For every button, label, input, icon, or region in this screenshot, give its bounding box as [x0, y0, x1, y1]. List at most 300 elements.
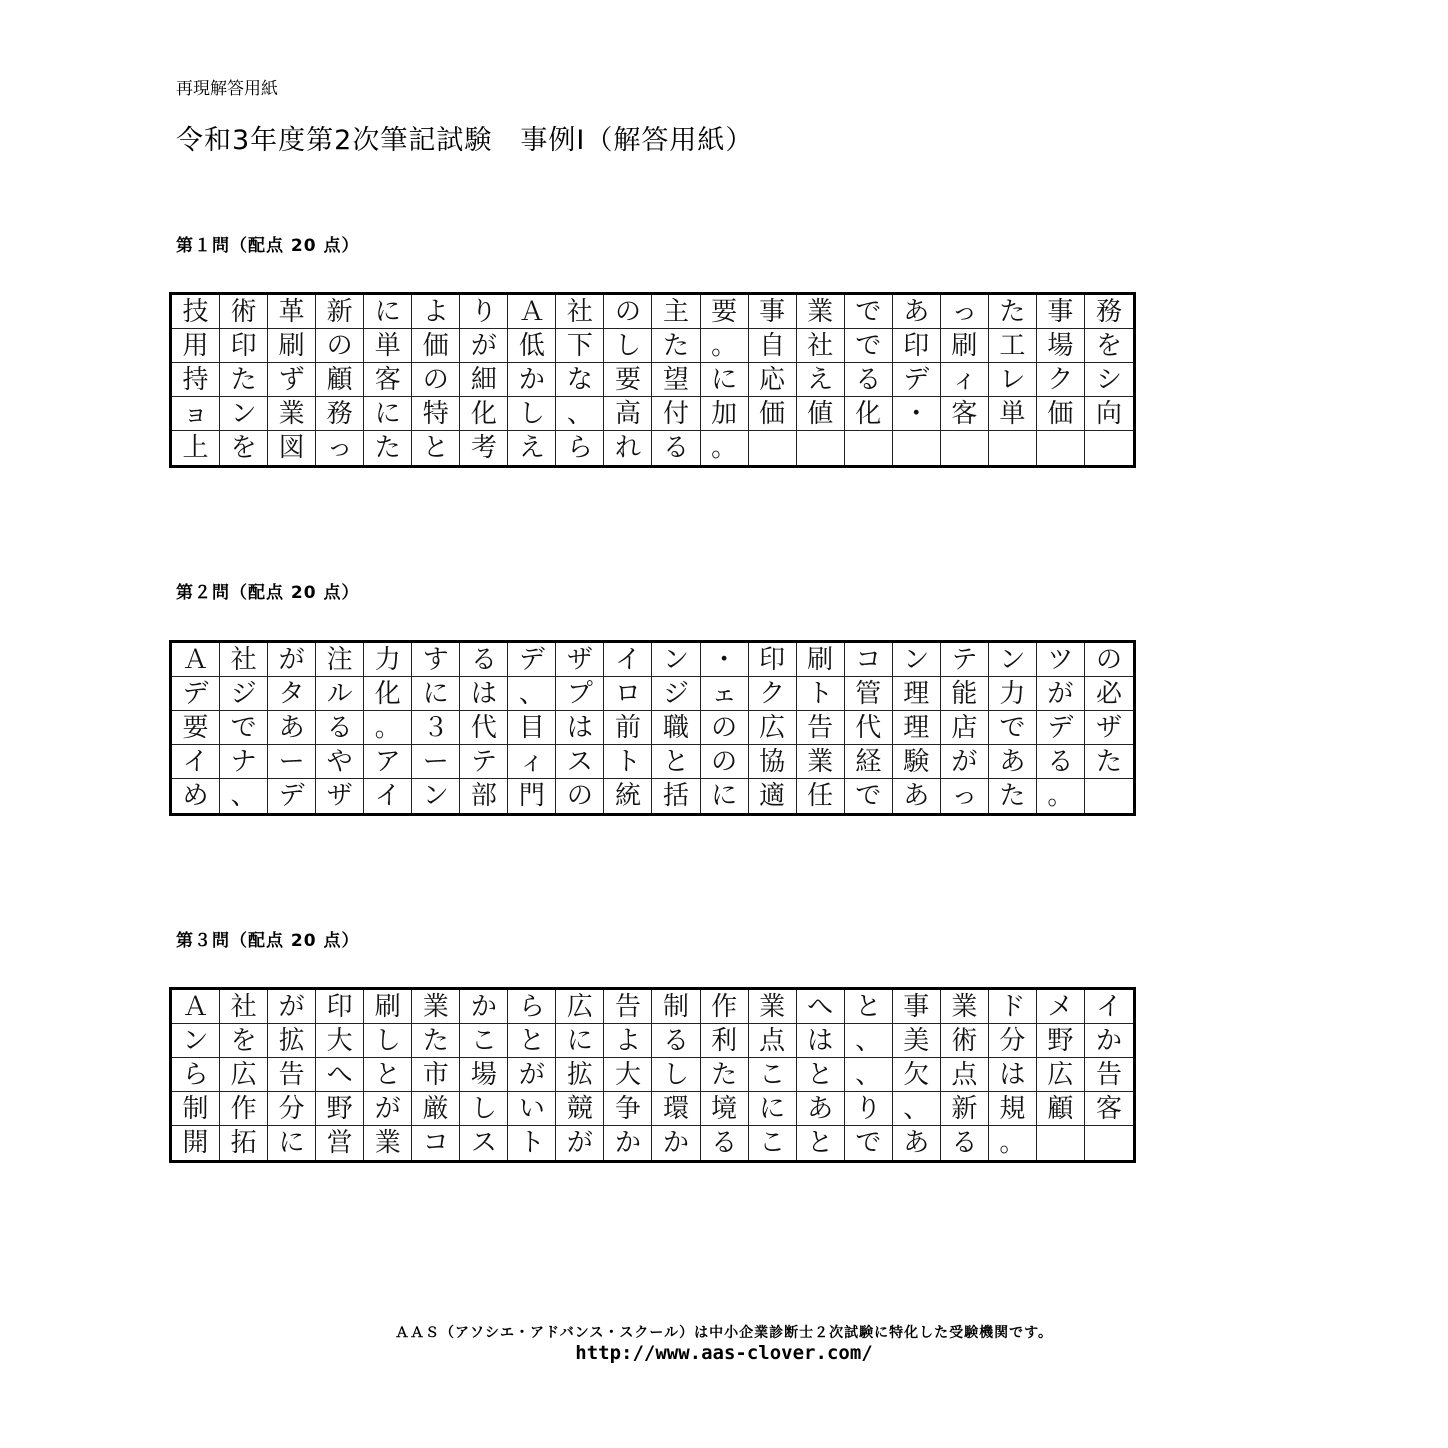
answer-cell: は [989, 1058, 1037, 1092]
answer-cell: 規 [989, 1092, 1037, 1126]
answer-cell: ら [172, 1058, 220, 1092]
answer-cell: デ [172, 677, 220, 711]
answer-cell: イ [172, 745, 220, 779]
answer-cell: 上 [172, 431, 220, 465]
answer-cell: に [556, 1024, 604, 1058]
answer-cell: 価 [749, 397, 797, 431]
answer-cell: 図 [268, 431, 316, 465]
answer-cell [941, 431, 989, 465]
answer-cell: へ [797, 990, 845, 1024]
answer-cell: 理 [893, 677, 941, 711]
answer-cell: 作 [701, 990, 749, 1024]
answer-cell: か [1085, 1024, 1133, 1058]
question-1-answer-grid [169, 292, 1136, 468]
answer-cell: 印 [316, 990, 364, 1024]
answer-cell: プ [556, 677, 604, 711]
answer-cell: ト [604, 745, 652, 779]
answer-cell: 用 [172, 329, 220, 363]
answer-cell: 事 [749, 295, 797, 329]
answer-cell: 印 [749, 643, 797, 677]
answer-cell: こ [749, 1058, 797, 1092]
answer-cell: 望 [652, 363, 700, 397]
answer-cell: た [652, 329, 700, 363]
answer-cell: 市 [412, 1058, 460, 1092]
answer-cell: ク [749, 677, 797, 711]
answer-cell: ト [508, 1126, 556, 1160]
answer-cell: る [652, 1024, 700, 1058]
answer-cell: 、 [845, 1024, 893, 1058]
answer-cell: 低 [508, 329, 556, 363]
question-3-answer-grid [169, 987, 1136, 1163]
answer-cell: っ [941, 295, 989, 329]
answer-cell: 告 [1085, 1058, 1133, 1092]
answer-cell: 拡 [556, 1058, 604, 1092]
answer-cell: あ [893, 295, 941, 329]
answer-cell: ン [893, 643, 941, 677]
answer-cell: Ａ [172, 990, 220, 1024]
answer-cell: 目 [508, 711, 556, 745]
answer-cell: 告 [268, 1058, 316, 1092]
answer-cell: を [220, 431, 268, 465]
answer-cell: 拡 [268, 1024, 316, 1058]
answer-cell: ェ [701, 677, 749, 711]
answer-cell: の [316, 329, 364, 363]
answer-cell: デ [893, 363, 941, 397]
answer-cell: ョ [172, 397, 220, 431]
answer-cell: あ [893, 779, 941, 813]
answer-cell: ク [1037, 363, 1085, 397]
answer-cell: 協 [749, 745, 797, 779]
answer-cell: と [412, 431, 460, 465]
answer-cell: コ [845, 643, 893, 677]
answer-cell: は [797, 1024, 845, 1058]
answer-cell: の [701, 745, 749, 779]
answer-cell: 告 [604, 990, 652, 1024]
answer-cell: ３ [412, 711, 460, 745]
answer-cell: 境 [701, 1092, 749, 1126]
answer-cell: テ [941, 643, 989, 677]
answer-cell: 営 [316, 1126, 364, 1160]
answer-cell: た [1085, 745, 1133, 779]
answer-cell: 、 [220, 779, 268, 813]
answer-cell: に [412, 677, 460, 711]
answer-cell [1085, 779, 1133, 813]
answer-cell: あ [893, 1126, 941, 1160]
question-1-heading: 第１問（配点 20 点） [176, 236, 360, 256]
answer-cell: 業 [364, 1126, 412, 1160]
answer-cell: 応 [749, 363, 797, 397]
answer-cell: 事 [1037, 295, 1085, 329]
answer-cell: あ [797, 1092, 845, 1126]
answer-cell: っ [941, 779, 989, 813]
answer-cell: デ [1037, 711, 1085, 745]
answer-cell: 新 [941, 1092, 989, 1126]
answer-cell: 高 [604, 397, 652, 431]
answer-cell: ン [989, 643, 1037, 677]
answer-cell [893, 431, 941, 465]
answer-cell: 。 [701, 329, 749, 363]
answer-cell: に [701, 779, 749, 813]
answer-cell: で [845, 1126, 893, 1160]
answer-cell: 。 [989, 1126, 1037, 1160]
answer-cell: は [556, 711, 604, 745]
answer-cell: 広 [556, 990, 604, 1024]
answer-cell [1037, 431, 1085, 465]
answer-cell: 。 [701, 431, 749, 465]
answer-cell: 価 [1037, 397, 1085, 431]
answer-cell: 技 [172, 295, 220, 329]
answer-cell: 店 [941, 711, 989, 745]
answer-cell: ら [508, 990, 556, 1024]
answer-cell: 。 [364, 711, 412, 745]
answer-cell: ト [797, 677, 845, 711]
answer-cell: 刷 [941, 329, 989, 363]
answer-cell: 価 [412, 329, 460, 363]
answer-cell: え [508, 431, 556, 465]
answer-cell: こ [460, 1024, 508, 1058]
answer-cell: に [749, 1092, 797, 1126]
answer-cell: ィ [508, 745, 556, 779]
answer-cell: シ [1085, 363, 1133, 397]
answer-cell: 争 [604, 1092, 652, 1126]
answer-cell: 適 [749, 779, 797, 813]
answer-cell: 拓 [220, 1126, 268, 1160]
answer-cell: 化 [845, 397, 893, 431]
answer-cell: し [652, 1058, 700, 1092]
answer-cell: は [460, 677, 508, 711]
answer-cell: 刷 [797, 643, 845, 677]
answer-cell: ツ [1037, 643, 1085, 677]
answer-cell: か [460, 990, 508, 1024]
answer-cell: り [845, 1092, 893, 1126]
answer-cell: ン [172, 1024, 220, 1058]
answer-cell: 値 [797, 397, 845, 431]
answer-cell: 美 [893, 1024, 941, 1058]
answer-cell: で [220, 711, 268, 745]
answer-cell: で [845, 329, 893, 363]
answer-cell: か [652, 1126, 700, 1160]
answer-cell: 告 [797, 711, 845, 745]
footer-note: ＡＡＳ（アソシエ・アドバンス・スクール）は中小企業診断士２次試験に特化した受験機関です。 [395, 1325, 1053, 1341]
answer-cell: ザ [1085, 711, 1133, 745]
answer-cell: 単 [364, 329, 412, 363]
answer-cell: っ [316, 431, 364, 465]
answer-cell: 要 [701, 295, 749, 329]
answer-cell: 注 [316, 643, 364, 677]
answer-cell: 客 [941, 397, 989, 431]
answer-cell: と [797, 1126, 845, 1160]
answer-cell: 点 [941, 1058, 989, 1092]
answer-cell: ス [460, 1126, 508, 1160]
answer-cell: 業 [797, 745, 845, 779]
answer-cell: が [268, 990, 316, 1024]
answer-cell: 場 [460, 1058, 508, 1092]
answer-cell: ザ [316, 779, 364, 813]
answer-cell: 。 [1037, 779, 1085, 813]
answer-cell: 細 [460, 363, 508, 397]
answer-cell [1037, 1126, 1085, 1160]
answer-cell: 要 [172, 711, 220, 745]
answer-cell: 顧 [1037, 1092, 1085, 1126]
answer-cell: の [412, 363, 460, 397]
answer-cell: を [1085, 329, 1133, 363]
answer-cell: で [845, 779, 893, 813]
answer-cell: し [460, 1092, 508, 1126]
answer-cell: 、 [508, 677, 556, 711]
answer-cell: 作 [220, 1092, 268, 1126]
answer-cell: 特 [412, 397, 460, 431]
answer-cell: か [508, 363, 556, 397]
answer-cell: 大 [604, 1058, 652, 1092]
answer-cell: 下 [556, 329, 604, 363]
answer-cell: 業 [941, 990, 989, 1024]
answer-cell: 加 [701, 397, 749, 431]
answer-cell: め [172, 779, 220, 813]
answer-cell: 務 [1085, 295, 1133, 329]
answer-cell: の [604, 295, 652, 329]
answer-cell: 社 [556, 295, 604, 329]
answer-cell: 野 [316, 1092, 364, 1126]
answer-cell: ン [652, 643, 700, 677]
answer-cell: 印 [220, 329, 268, 363]
answer-cell: し [604, 329, 652, 363]
answer-cell: が [556, 1126, 604, 1160]
answer-cell: る [701, 1126, 749, 1160]
answer-cell: 顧 [316, 363, 364, 397]
answer-cell: 職 [652, 711, 700, 745]
answer-cell: か [604, 1126, 652, 1160]
exam-title: 令和3年度第2次筆記試験 事例Ⅰ（解答用紙） [176, 125, 754, 156]
answer-cell: す [412, 643, 460, 677]
answer-cell: 欠 [893, 1058, 941, 1092]
answer-cell: た [412, 1024, 460, 1058]
answer-cell: 代 [845, 711, 893, 745]
answer-cell: ・ [701, 643, 749, 677]
answer-cell: 持 [172, 363, 220, 397]
answer-cell: 点 [749, 1024, 797, 1058]
answer-cell: 向 [1085, 397, 1133, 431]
answer-cell: 経 [845, 745, 893, 779]
answer-cell: を [220, 1024, 268, 1058]
answer-cell: 新 [316, 295, 364, 329]
answer-cell: ド [989, 990, 1037, 1024]
answer-cell: コ [412, 1126, 460, 1160]
answer-cell: 厳 [412, 1092, 460, 1126]
answer-cell [989, 431, 1037, 465]
answer-cell: る [652, 431, 700, 465]
answer-cell: 術 [941, 1024, 989, 1058]
answer-cell: 社 [797, 329, 845, 363]
answer-cell: に [364, 397, 412, 431]
answer-cell: 刷 [364, 990, 412, 1024]
answer-cell: 制 [172, 1092, 220, 1126]
answer-cell [1085, 1126, 1133, 1160]
answer-cell: 野 [1037, 1024, 1085, 1058]
answer-cell: ン [220, 397, 268, 431]
answer-cell: 化 [364, 677, 412, 711]
answer-cell: が [268, 643, 316, 677]
sheet-type-label: 再現解答用紙 [176, 79, 278, 99]
answer-cell: 、 [845, 1058, 893, 1092]
answer-cell: と [652, 745, 700, 779]
answer-cell: 管 [845, 677, 893, 711]
answer-cell [749, 431, 797, 465]
answer-cell: 、 [556, 397, 604, 431]
answer-cell: 験 [893, 745, 941, 779]
answer-cell: 部 [460, 779, 508, 813]
answer-cell: 力 [989, 677, 1037, 711]
answer-cell: 前 [604, 711, 652, 745]
answer-cell: の [556, 779, 604, 813]
question-2-heading: 第２問（配点 20 点） [176, 583, 360, 603]
answer-cell: ザ [556, 643, 604, 677]
answer-cell: ら [556, 431, 604, 465]
answer-cell: デ [508, 643, 556, 677]
answer-cell: 考 [460, 431, 508, 465]
answer-cell: 広 [749, 711, 797, 745]
answer-cell: レ [989, 363, 1037, 397]
answer-cell: 理 [893, 711, 941, 745]
answer-cell: 業 [268, 397, 316, 431]
answer-cell: が [941, 745, 989, 779]
answer-cell: る [845, 363, 893, 397]
answer-cell: 競 [556, 1092, 604, 1126]
answer-cell: の [1085, 643, 1133, 677]
answer-cell: た [364, 431, 412, 465]
question-3-heading: 第３問（配点 20 点） [176, 931, 360, 951]
answer-cell [845, 431, 893, 465]
answer-cell: れ [604, 431, 652, 465]
answer-cell: イ [364, 779, 412, 813]
answer-cell: 開 [172, 1126, 220, 1160]
answer-cell: る [460, 643, 508, 677]
answer-cell: 事 [893, 990, 941, 1024]
answer-cell: 分 [268, 1092, 316, 1126]
answer-cell: ス [556, 745, 604, 779]
answer-cell: イ [604, 643, 652, 677]
answer-cell: た [220, 363, 268, 397]
answer-cell: に [268, 1126, 316, 1160]
answer-cell: 括 [652, 779, 700, 813]
answer-cell: 務 [316, 397, 364, 431]
answer-cell: 革 [268, 295, 316, 329]
answer-cell: し [364, 1024, 412, 1058]
answer-cell: た [701, 1058, 749, 1092]
answer-cell: 業 [749, 990, 797, 1024]
answer-cell: 力 [364, 643, 412, 677]
answer-cell: Ａ [172, 643, 220, 677]
answer-cell: が [460, 329, 508, 363]
answer-cell: こ [749, 1126, 797, 1160]
answer-cell: 必 [1085, 677, 1133, 711]
answer-cell: が [364, 1092, 412, 1126]
answer-cell: 社 [220, 990, 268, 1024]
answer-cell: な [556, 363, 604, 397]
answer-cell: 客 [364, 363, 412, 397]
answer-cell: 能 [941, 677, 989, 711]
answer-cell: 化 [460, 397, 508, 431]
answer-cell: 客 [1085, 1092, 1133, 1126]
answer-cell: 業 [412, 990, 460, 1024]
answer-cell: ナ [220, 745, 268, 779]
answer-cell: 統 [604, 779, 652, 813]
answer-cell: ず [268, 363, 316, 397]
answer-cell: 主 [652, 295, 700, 329]
answer-cell: 単 [989, 397, 1037, 431]
answer-cell: 社 [220, 643, 268, 677]
answer-cell: イ [1085, 990, 1133, 1024]
footer-url: http://www.aas-clover.com/ [575, 1342, 873, 1364]
answer-cell: ィ [941, 363, 989, 397]
answer-cell: が [508, 1058, 556, 1092]
answer-cell: テ [460, 745, 508, 779]
answer-cell: と [508, 1024, 556, 1058]
answer-cell: よ [412, 295, 460, 329]
answer-cell: よ [604, 1024, 652, 1058]
answer-cell: 広 [220, 1058, 268, 1092]
answer-cell: メ [1037, 990, 1085, 1024]
answer-cell: 業 [797, 295, 845, 329]
answer-cell: る [1037, 745, 1085, 779]
answer-cell: 自 [749, 329, 797, 363]
answer-cell: 場 [1037, 329, 1085, 363]
answer-cell: あ [989, 745, 1037, 779]
answer-cell: 付 [652, 397, 700, 431]
answer-cell: Ａ [508, 295, 556, 329]
answer-cell: ジ [220, 677, 268, 711]
answer-cell: 任 [797, 779, 845, 813]
answer-cell: 分 [989, 1024, 1037, 1058]
answer-cell: デ [268, 779, 316, 813]
answer-cell: 門 [508, 779, 556, 813]
answer-cell: と [797, 1058, 845, 1092]
answer-cell: 印 [893, 329, 941, 363]
answer-cell: る [941, 1126, 989, 1160]
answer-cell: や [316, 745, 364, 779]
answer-cell: あ [268, 711, 316, 745]
answer-cell: ン [412, 779, 460, 813]
answer-cell: が [1037, 677, 1085, 711]
answer-cell: 広 [1037, 1058, 1085, 1092]
answer-cell: 刷 [268, 329, 316, 363]
answer-cell: 環 [652, 1092, 700, 1126]
answer-cell: ル [316, 677, 364, 711]
answer-cell: に [364, 295, 412, 329]
answer-cell: る [316, 711, 364, 745]
answer-cell: し [508, 397, 556, 431]
answer-cell: い [508, 1092, 556, 1126]
answer-cell: の [701, 711, 749, 745]
answer-cell: ・ [893, 397, 941, 431]
answer-cell: で [845, 295, 893, 329]
answer-cell: ロ [604, 677, 652, 711]
answer-cell: 利 [701, 1024, 749, 1058]
answer-cell: 工 [989, 329, 1037, 363]
answer-cell: ジ [652, 677, 700, 711]
answer-cell: ア [364, 745, 412, 779]
answer-cell [797, 431, 845, 465]
answer-cell: 術 [220, 295, 268, 329]
answer-cell: 大 [316, 1024, 364, 1058]
answer-cell: た [989, 295, 1037, 329]
answer-cell: タ [268, 677, 316, 711]
answer-cell: 制 [652, 990, 700, 1024]
answer-cell: ー [412, 745, 460, 779]
answer-cell: で [989, 711, 1037, 745]
answer-cell: り [460, 295, 508, 329]
answer-cell: た [989, 779, 1037, 813]
question-2-answer-grid [169, 640, 1136, 816]
